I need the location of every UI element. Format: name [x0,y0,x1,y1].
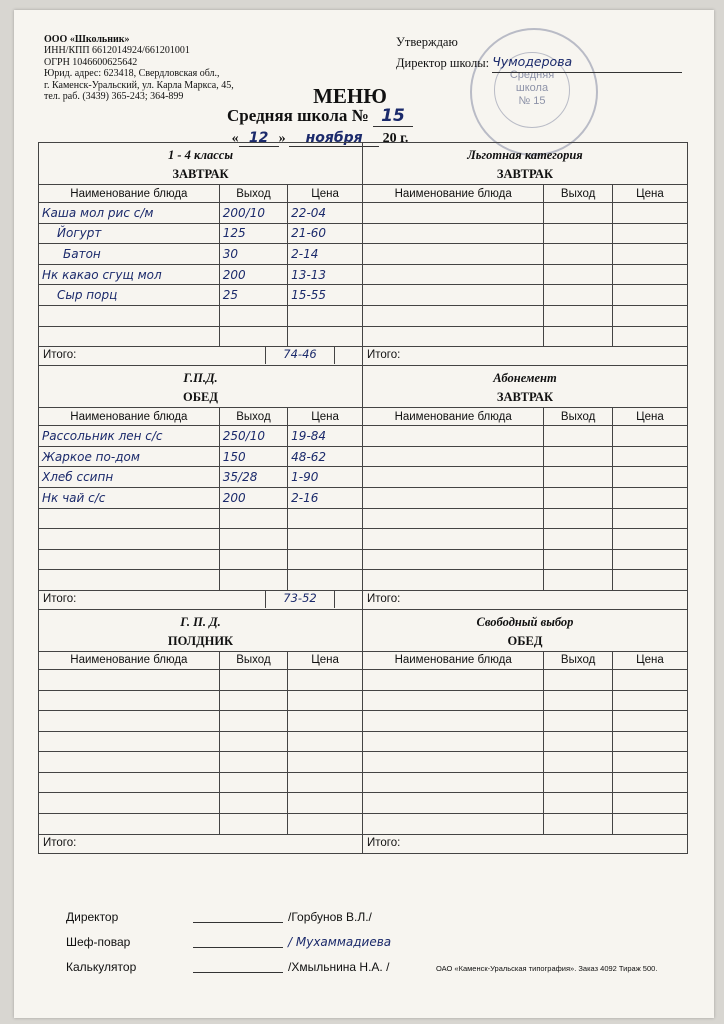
section-title: Свободный выбор [476,614,574,629]
dish-table: Наименование блюда Выход Цена [39,652,362,835]
menu-grid [38,142,688,854]
approve-label: Утверждаю [396,35,458,49]
org-address: Юрид. адрес: 623418, Свердловская обл., [44,68,220,80]
meal-title: ОБЕД [183,390,218,405]
section-title: Льготная категория [467,148,583,162]
table-row: Нк какао сгущ мол 200 13-13 [39,264,362,285]
signature-label: Шеф-повар [66,935,131,949]
total-row: Итого: [367,349,401,362]
total-row: Итого: 73-52 [39,591,362,609]
school-number: 15 [373,106,413,127]
director-signature: Чумодерова [492,54,573,69]
stamp-line-1: Средняя [509,69,555,81]
total-row: Итого: 74-46 [39,347,362,365]
table-row: Каша мол рис с/м 200/10 22-04 [39,203,362,224]
date-year: 20 г. [382,131,409,146]
section-title: Г.П.Д. [183,371,218,386]
dish-table: Наименование блюда Выход Цена [363,185,687,347]
signature-calculator [66,960,390,974]
stamp-line-2: школа [515,82,549,94]
meal-title: ЗАВТРАК [496,390,554,405]
org-inn: ИНН/КПП 6612014924/661201001 [44,45,190,57]
director-label: Директор школы: [396,56,490,70]
total-row: Итого: [367,592,401,605]
date-day: 12 [239,130,279,147]
signature-name: /Горбунов В.Л./ [288,910,372,924]
stamp-line-3: № 15 [518,95,546,107]
date-month: ноября [289,130,379,147]
section-free-choice [363,610,687,853]
table-row [39,326,362,347]
table-row: Нк чай с/с 200 2-16 [39,487,362,508]
org-address-2: г. Каменск-Уральский, ул. Карла Маркса, 45, [44,79,234,91]
meal-title: ЗАВТРАК [172,167,229,181]
meal-title: ЗАВТРАК [496,167,554,181]
menu-date: « 12 » ноября 20 г. [231,130,409,146]
school-title: Средняя школа № 15 [0,106,670,127]
signature-director [66,910,372,924]
table-row [39,305,362,326]
print-info: ОАО «Каменск-Уральская типография». Заказ 4092 Тираж 500. [436,964,658,973]
table-row: Батон 30 2-14 [39,244,362,265]
signature-label: Директор [66,910,119,924]
approval-block [396,32,682,73]
section-title: Г. П. Д. [180,614,221,629]
org-ogrn: ОГРН 1046600625642 [44,56,138,68]
signature-name: / Мухаммадиева [288,935,392,949]
section-title: 1 - 4 классы [167,148,234,162]
dish-table: Наименование блюда Выход Цена [363,408,687,591]
signature-label: Калькулятор [66,960,137,974]
table-row: Хлеб ссипн 35/28 1-90 [39,467,362,488]
section-gpd-snack [39,610,363,853]
page-title: МЕНЮ [313,84,387,108]
table-row: Сыр порц 25 15-55 [39,285,362,306]
section-subscription [363,366,687,609]
org-name: ООО «Школьник» [44,34,130,45]
total-value: 74-46 [265,347,335,364]
section-gpd-lunch [39,366,363,609]
dish-table: Наименование блюда Выход Цена Рассольник лен с/с 250/10 19-84 Жаркое по-дом 150 48-62 Хлеб ссипн 35/28 1-90 Нк чай с/с 200 2-16 [39,408,362,591]
section-privileged [363,143,687,365]
menu-row-lunch [39,366,687,610]
total-value: 73-52 [265,591,335,608]
table-row: Йогурт 125 21-60 [39,223,362,244]
table-row: Рассольник лен с/с 250/10 19-84 [39,426,362,447]
meal-title: ОБЕД [507,633,543,648]
total-row: Итого: [367,836,401,849]
section-title: Абонемент [493,371,557,386]
section-grades-1-4 [39,143,363,365]
total-row: Итого: [43,836,77,849]
menu-row-breakfast [39,143,687,366]
signature-name: /Хмыльнина Н.А. / [288,960,390,974]
dish-table: Наименование блюда Выход Цена Каша мол рис с/м 200/10 22-04 Йогурт 125 21-60 Батон 30 2-14 Нк какао сгущ мол 200 13-13 Сыр порц 25 15-55 [39,185,362,347]
org-phone: тел. раб. (3439) 365-243; 364-899 [44,91,184,103]
dish-table: Наименование блюда Выход Цена [363,652,687,835]
signature-chef [66,935,392,949]
table-row: Жаркое по-дом 150 48-62 [39,446,362,467]
menu-row-snack [39,610,687,853]
meal-title: ПОЛДНИК [167,633,234,648]
